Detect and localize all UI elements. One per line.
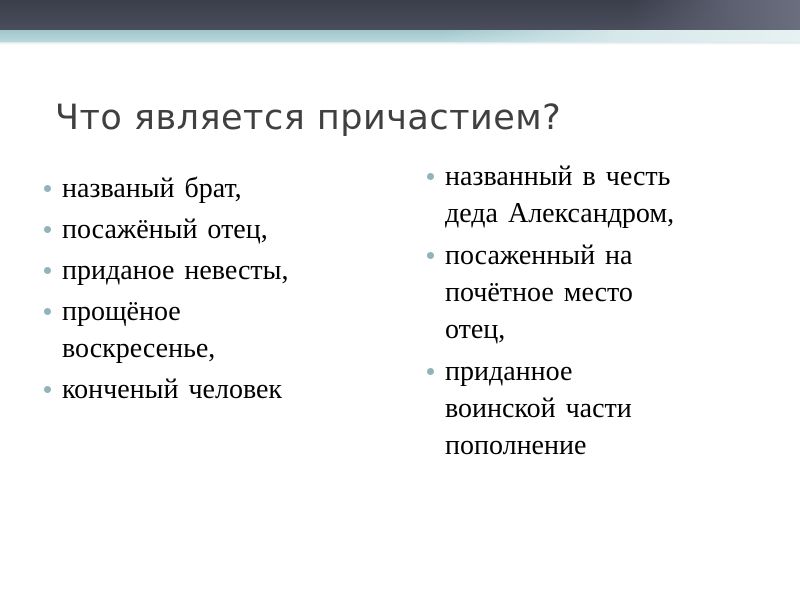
left-bullet-list xyxy=(44,170,384,412)
list-item-text: посаженный на почётное место отец, xyxy=(445,240,633,345)
accent-stripe-highlight xyxy=(440,30,800,42)
bullet-dot-icon xyxy=(44,170,62,192)
list-item-text: посажёный отец, xyxy=(62,214,268,245)
slide-title: Что является причастием? xyxy=(55,98,562,138)
top-decor-highlight xyxy=(630,0,800,30)
list-item xyxy=(44,252,384,289)
right-bullet-list xyxy=(427,158,767,469)
list-item xyxy=(427,158,767,232)
list-item xyxy=(44,371,384,408)
bullet-dot-icon xyxy=(44,371,62,393)
bullet-dot-icon xyxy=(427,353,445,375)
list-item xyxy=(427,237,767,348)
list-item xyxy=(44,170,384,207)
list-item xyxy=(44,293,384,367)
bullet-dot-icon xyxy=(44,293,62,315)
list-item xyxy=(427,353,767,464)
bullet-dot-icon xyxy=(44,252,62,274)
list-item-text: названный в честь деда Александром, xyxy=(445,161,675,229)
list-item-text: приданое невесты, xyxy=(62,255,289,286)
bullet-dot-icon xyxy=(44,211,62,233)
list-item-text: названый брат, xyxy=(62,173,242,204)
bullet-dot-icon xyxy=(427,158,445,180)
list-item-text: прощёное воскресенье, xyxy=(62,296,216,364)
accent-shadow xyxy=(0,42,800,45)
list-item xyxy=(44,211,384,248)
list-item-text: конченый человек xyxy=(62,374,283,405)
list-item-text: приданное воинской части пополнение xyxy=(445,356,632,461)
bullet-dot-icon xyxy=(427,237,445,259)
